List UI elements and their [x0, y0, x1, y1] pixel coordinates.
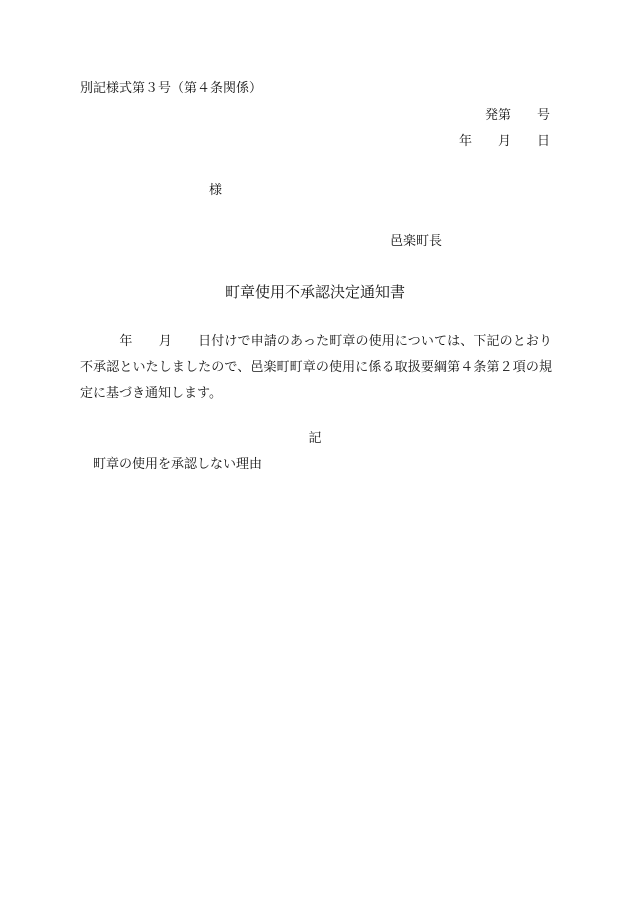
ki-heading: 記: [308, 431, 322, 446]
sender: 邑楽町長: [390, 234, 443, 249]
reason-label: 町章の使用を承認しない理由: [93, 457, 263, 472]
document-title: 町章使用不承認決定通知書: [224, 283, 405, 301]
document-number: 発第 号: [484, 108, 550, 123]
form-reference: 別記様式第３号（第４条関係）: [80, 81, 263, 96]
document-date: 年 月 日: [458, 134, 550, 149]
body-text: 年 月 日付けで申請のあった町章の使用については、下記のとおり不承認といたしましたので、邑楽町町章の使用に係る取扱要綱第４条第２項の規定に基づき通知します。: [80, 334, 552, 401]
addressee: 様: [209, 183, 223, 198]
